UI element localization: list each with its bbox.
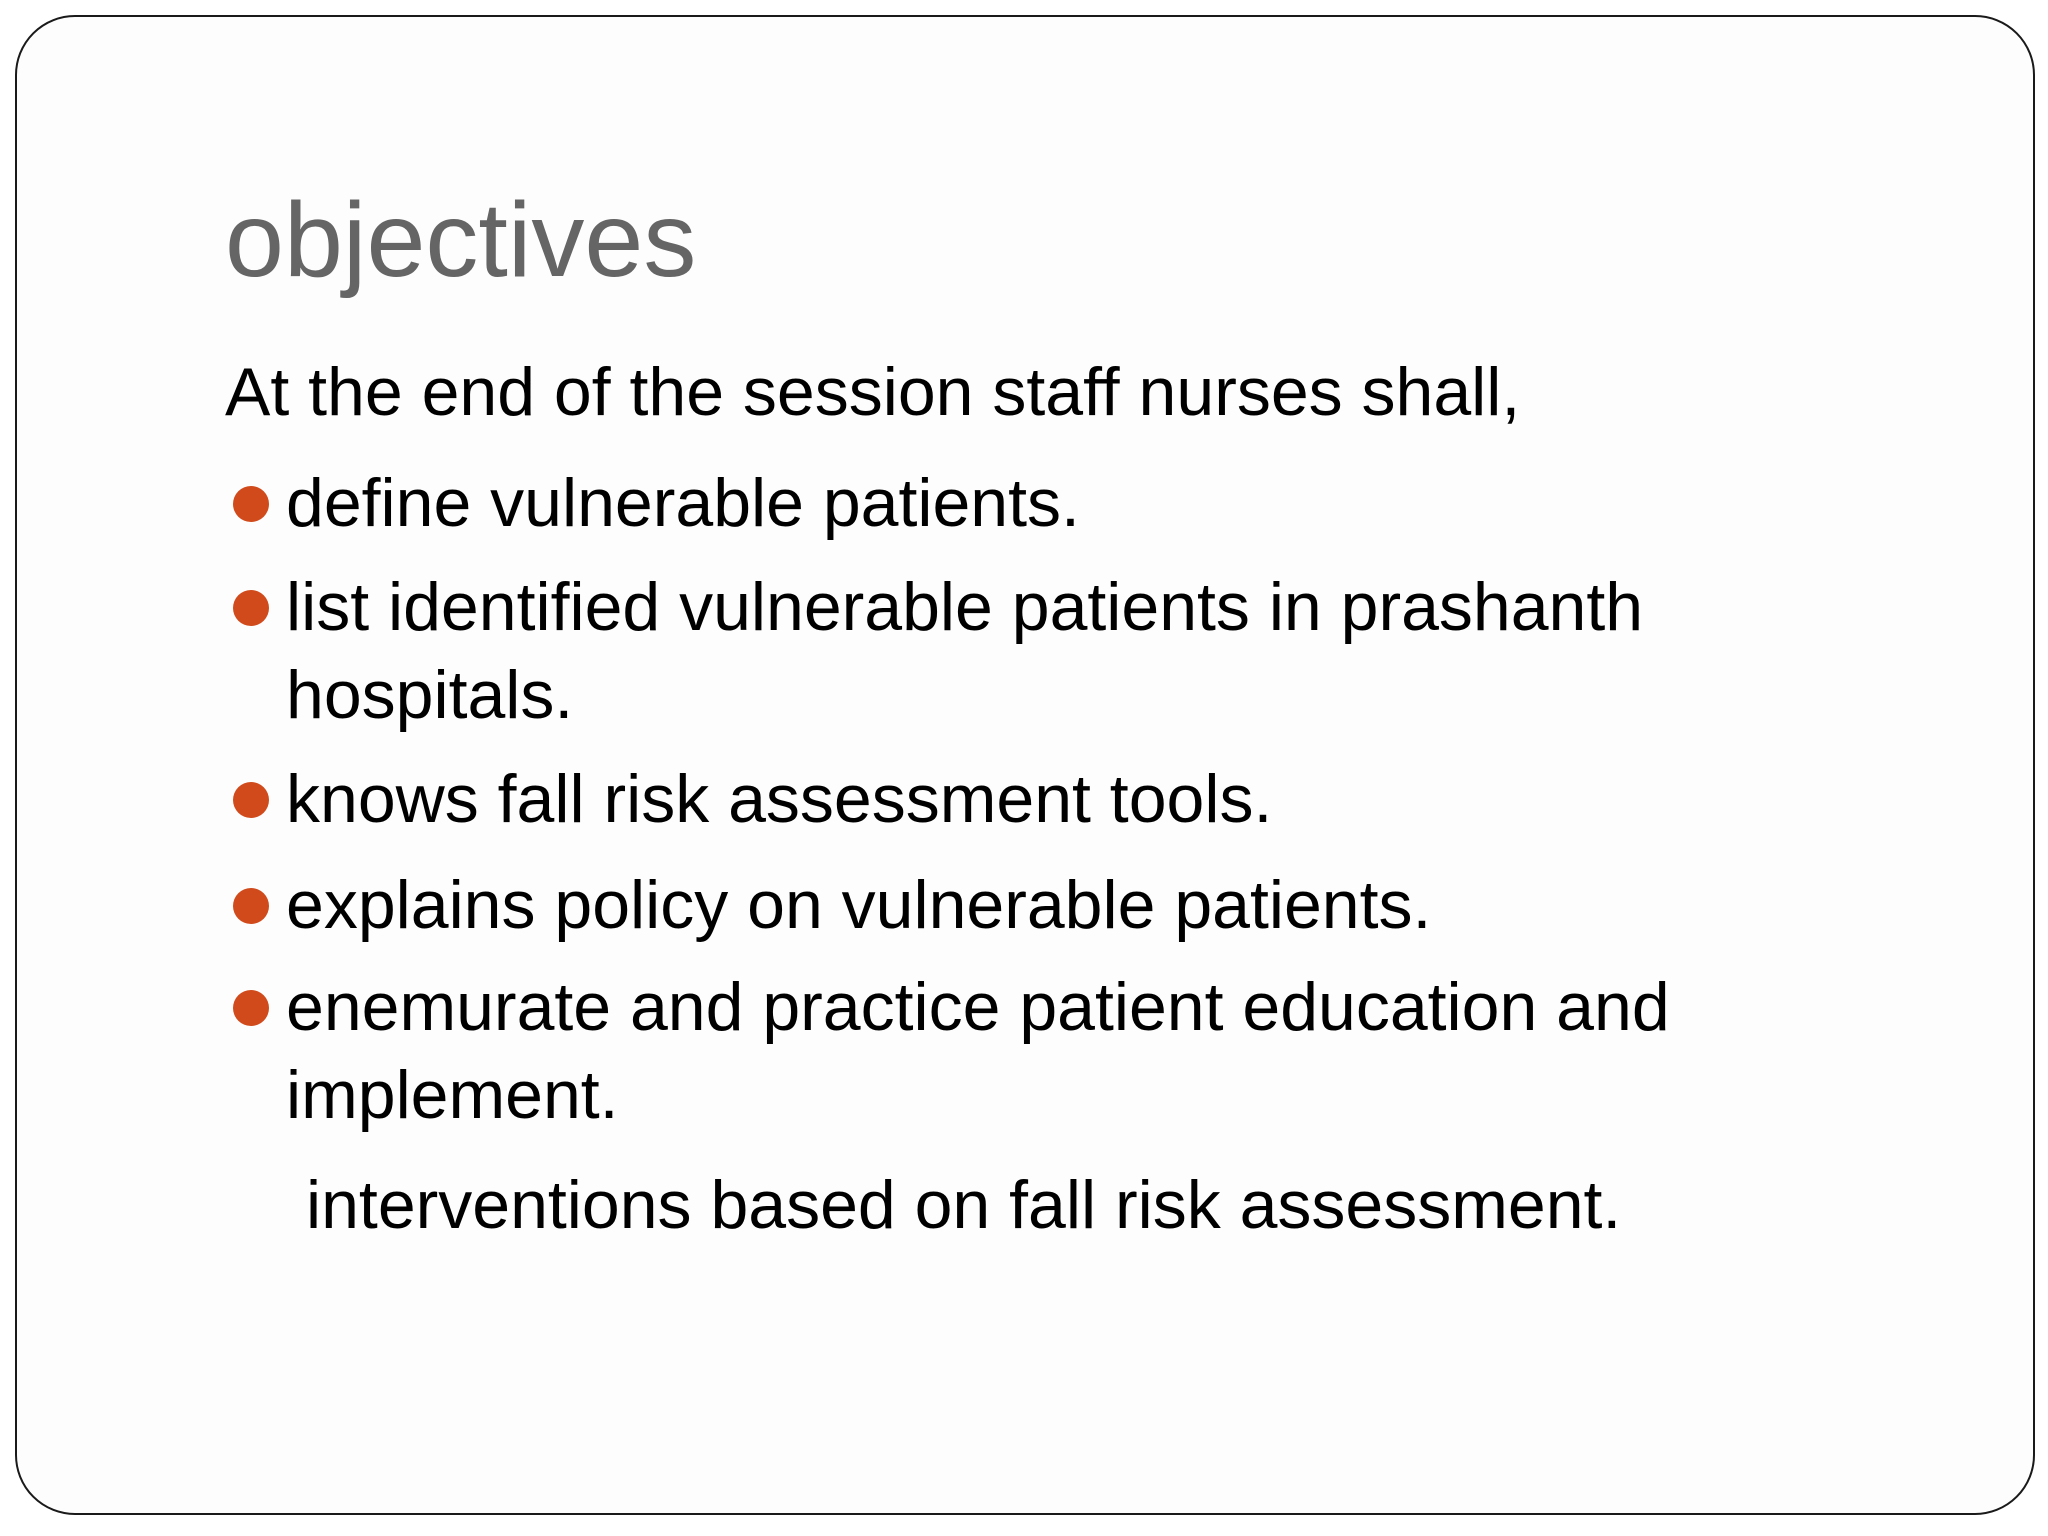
list-item-text: enemurate and practice patient education and implement. (286, 969, 1670, 1133)
bullet-dot-icon (233, 990, 269, 1026)
slide-title: objectives (225, 181, 697, 299)
list-item-text: knows fall risk assessment tools. (286, 761, 1273, 837)
list-item-text: define vulnerable patients. (286, 465, 1080, 541)
bullet-dot-icon (233, 486, 269, 522)
list-item-text: explains policy on vulnerable patients. (286, 867, 1432, 943)
bullet-dot-icon (233, 782, 269, 818)
continuation-text: interventions based on fall risk assessment. (306, 1167, 1622, 1243)
list-item (225, 563, 1925, 739)
list-item-text: list identified vulnerable patients in prashanth hospitals. (286, 569, 1644, 733)
bullet-dot-icon (233, 888, 269, 924)
list-item (225, 459, 1925, 547)
list-item (225, 963, 1925, 1139)
slide (15, 15, 2035, 1515)
list-item (225, 861, 1925, 949)
intro-text: At the end of the session staff nurses shall, (225, 354, 1521, 430)
list-item (225, 755, 1925, 843)
bullet-dot-icon (233, 590, 269, 626)
